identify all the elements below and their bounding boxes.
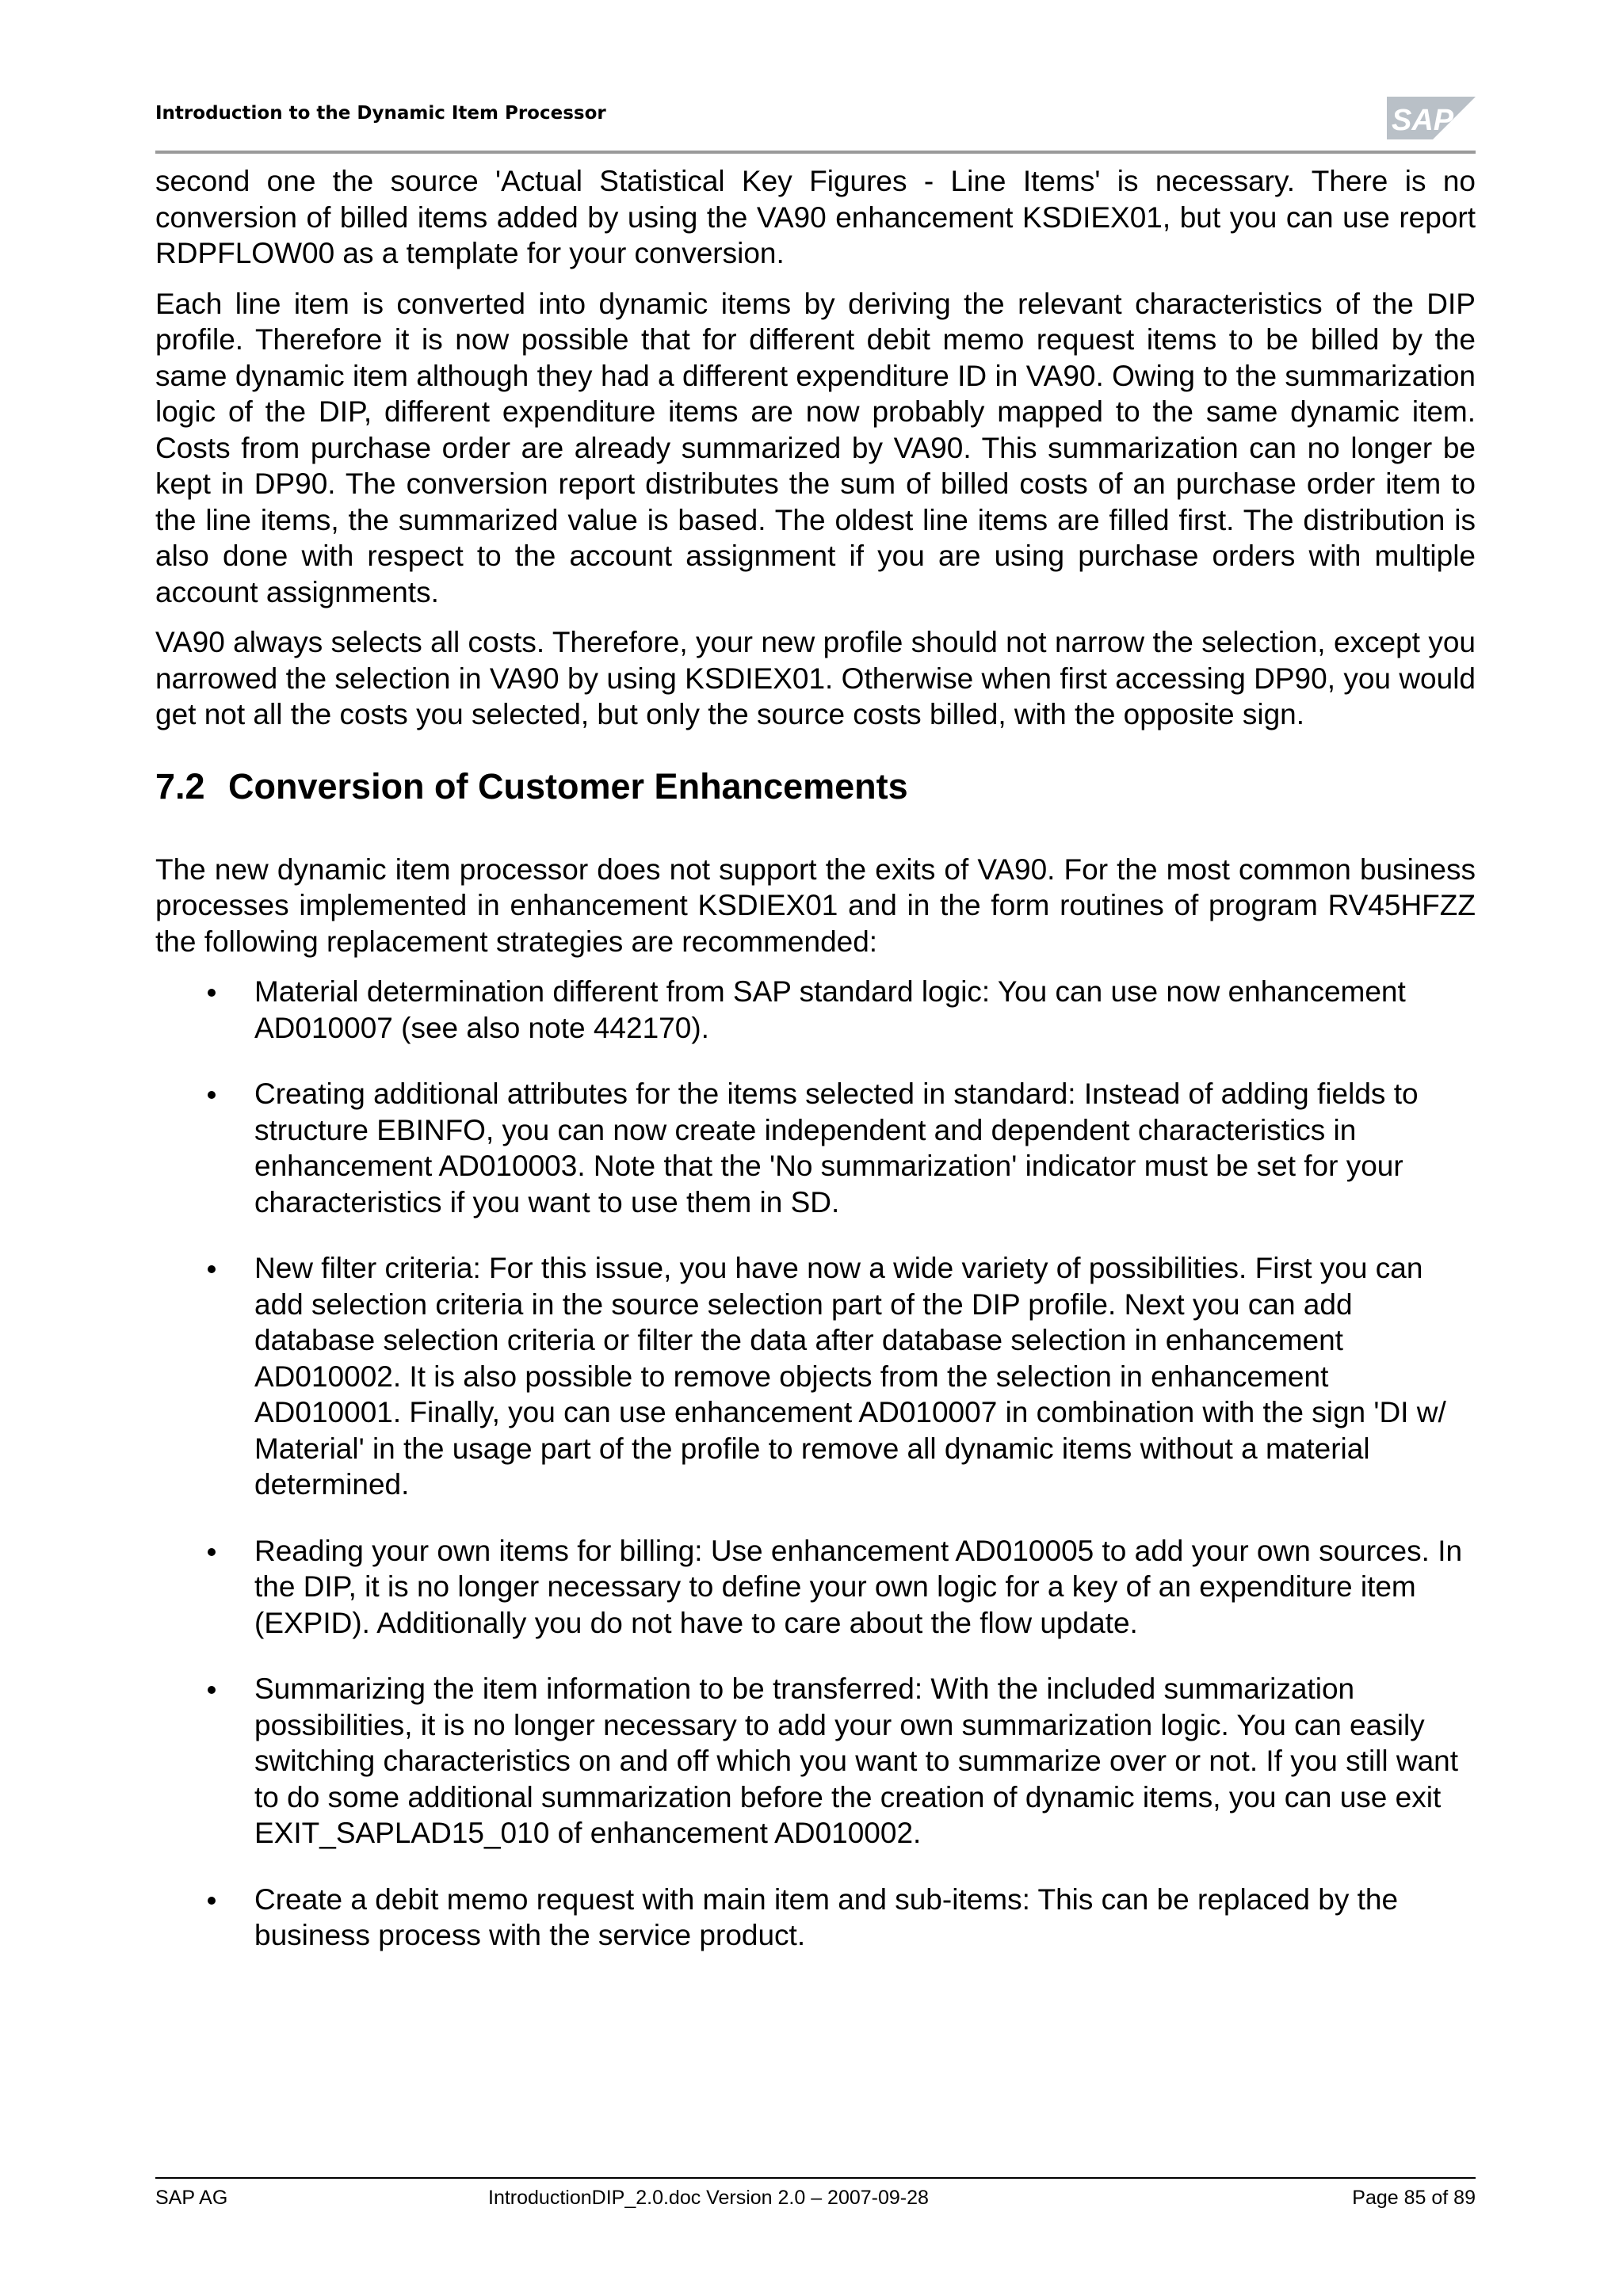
list-item (155, 974, 1476, 1046)
list-item (155, 1076, 1476, 1220)
list-item-text: Creating additional attributes for the items selected in standard: Instead of adding fields to structure EBINFO, you can now create independent and dependent characteristics in enhancement AD010003. Note that the 'No summarization' indicator must be set for your characteristics if you want to use them in SD. (254, 1077, 1419, 1219)
footer-divider (155, 2177, 1476, 2179)
page-footer (155, 2187, 1476, 2218)
list-item-text: Material determination different from SAP standard logic: You can use now enhancement AD010007 (see also note 442170). (254, 975, 1406, 1044)
footer-company: SAP AG (155, 2187, 228, 2209)
paragraph: VA90 always selects all costs. Therefore, your new profile should not narrow the selection, except you narrowed the selection in VA90 by using KSDIEX01. Otherwise when first accessing DP90, you would get not all the costs you selected, but only the source costs billed, with the opposite sign. (155, 626, 1476, 730)
section-heading (155, 765, 1476, 809)
bullet-icon (208, 1686, 216, 1694)
footer-page-number: Page 85 of 89 (1352, 2187, 1476, 2209)
list-item-text: Create a debit memo request with main item and sub-items: This can be replaced by the business process with the service product. (254, 1882, 1399, 1951)
list-item (155, 1671, 1476, 1852)
list-item-text: New filter criteria: For this issue, you have now a wide variety of possibilities. First you can add selection criteria in the source selection part of the DIP profile. Next you can add database selection criteria or filter the data after database selection in enhancement AD010002. It is also possible to remove objects from the selection in enhancement AD010001. Finally, you can use enhancement AD010007 in combination with the sign 'DI w/ Material' in the usage part of the profile to remove all dynamic items without a material determined. (254, 1252, 1446, 1501)
bullet-icon (208, 1548, 216, 1556)
sap-logo (1387, 97, 1476, 139)
list-item (155, 1882, 1476, 1954)
list-item-text: Summarizing the item information to be transferred: With the included summarization possibilities, it is no longer necessary to add your own summarization logic. You can easily switching characteristics on and off which you want to summarize over or not. If you still want to do some additional summarization before the creation of dynamic items, you can use exit EXIT_SAPLAD15_010 of enhancement AD010002. (254, 1672, 1459, 1849)
section-title: Conversion of Customer Enhancements (228, 765, 908, 807)
bullet-icon (208, 989, 216, 997)
list-item (155, 1533, 1476, 1642)
list-item-text: Reading your own items for billing: Use enhancement AD010005 to add your own sources. In the DIP, it is no longer necessary to define your own logic for a key of an expenditure item (EXPID). Additionally you do not have to care about the flow update. (254, 1534, 1463, 1639)
list-item (155, 1250, 1476, 1503)
sap-logo-text: SAP (1392, 104, 1454, 137)
paragraph: second one the source 'Actual Statistical Key Figures - Line Items' is necessary. There is no conversion of billed items added by using the VA90 enhancement KSDIEX01, but you can use report RDPFLOW00 as a template for your conversion. (155, 165, 1476, 269)
bullet-list (155, 974, 1476, 1954)
intro-paragraph: The new dynamic item processor does not support the exits of VA90. For the most common business processes implemented in enhancement KSDIEX01 and in the form routines of program RV45HFZZ the following replacement strategies are recommended: (155, 852, 1476, 958)
page-header (155, 93, 1476, 155)
document-body (155, 163, 1476, 1984)
bullet-icon (208, 1265, 216, 1273)
bullet-icon (208, 1897, 216, 1905)
header-divider (155, 151, 1476, 154)
paragraph: Each line item is converted into dynamic items by deriving the relevant characteristics of the DIP profile. Therefore it is now possible that for different debit memo request items to be billed by the same dynamic item although they had a different expenditure ID in VA90. Owing to the summarization logic of the DIP, different expenditure items are now probably mapped to the same dynamic item. Costs from purchase order are already summarized by VA90. This summarization can no longer be kept in DP90. The conversion report distributes the sum of billed costs of an purchase order item to the line items, the summarized value is based. The oldest line items are filled first. The distribution is also done with respect to the account assignment if you are using purchase orders with multiple account assignments. (155, 287, 1476, 608)
header-title: Introduction to the Dynamic Item Processor (155, 103, 606, 124)
bullet-icon (208, 1091, 216, 1099)
footer-doc-info: IntroductionDIP_2.0.doc Version 2.0 – 2007-09-28 (488, 2187, 929, 2209)
section-number: 7.2 (155, 765, 205, 807)
